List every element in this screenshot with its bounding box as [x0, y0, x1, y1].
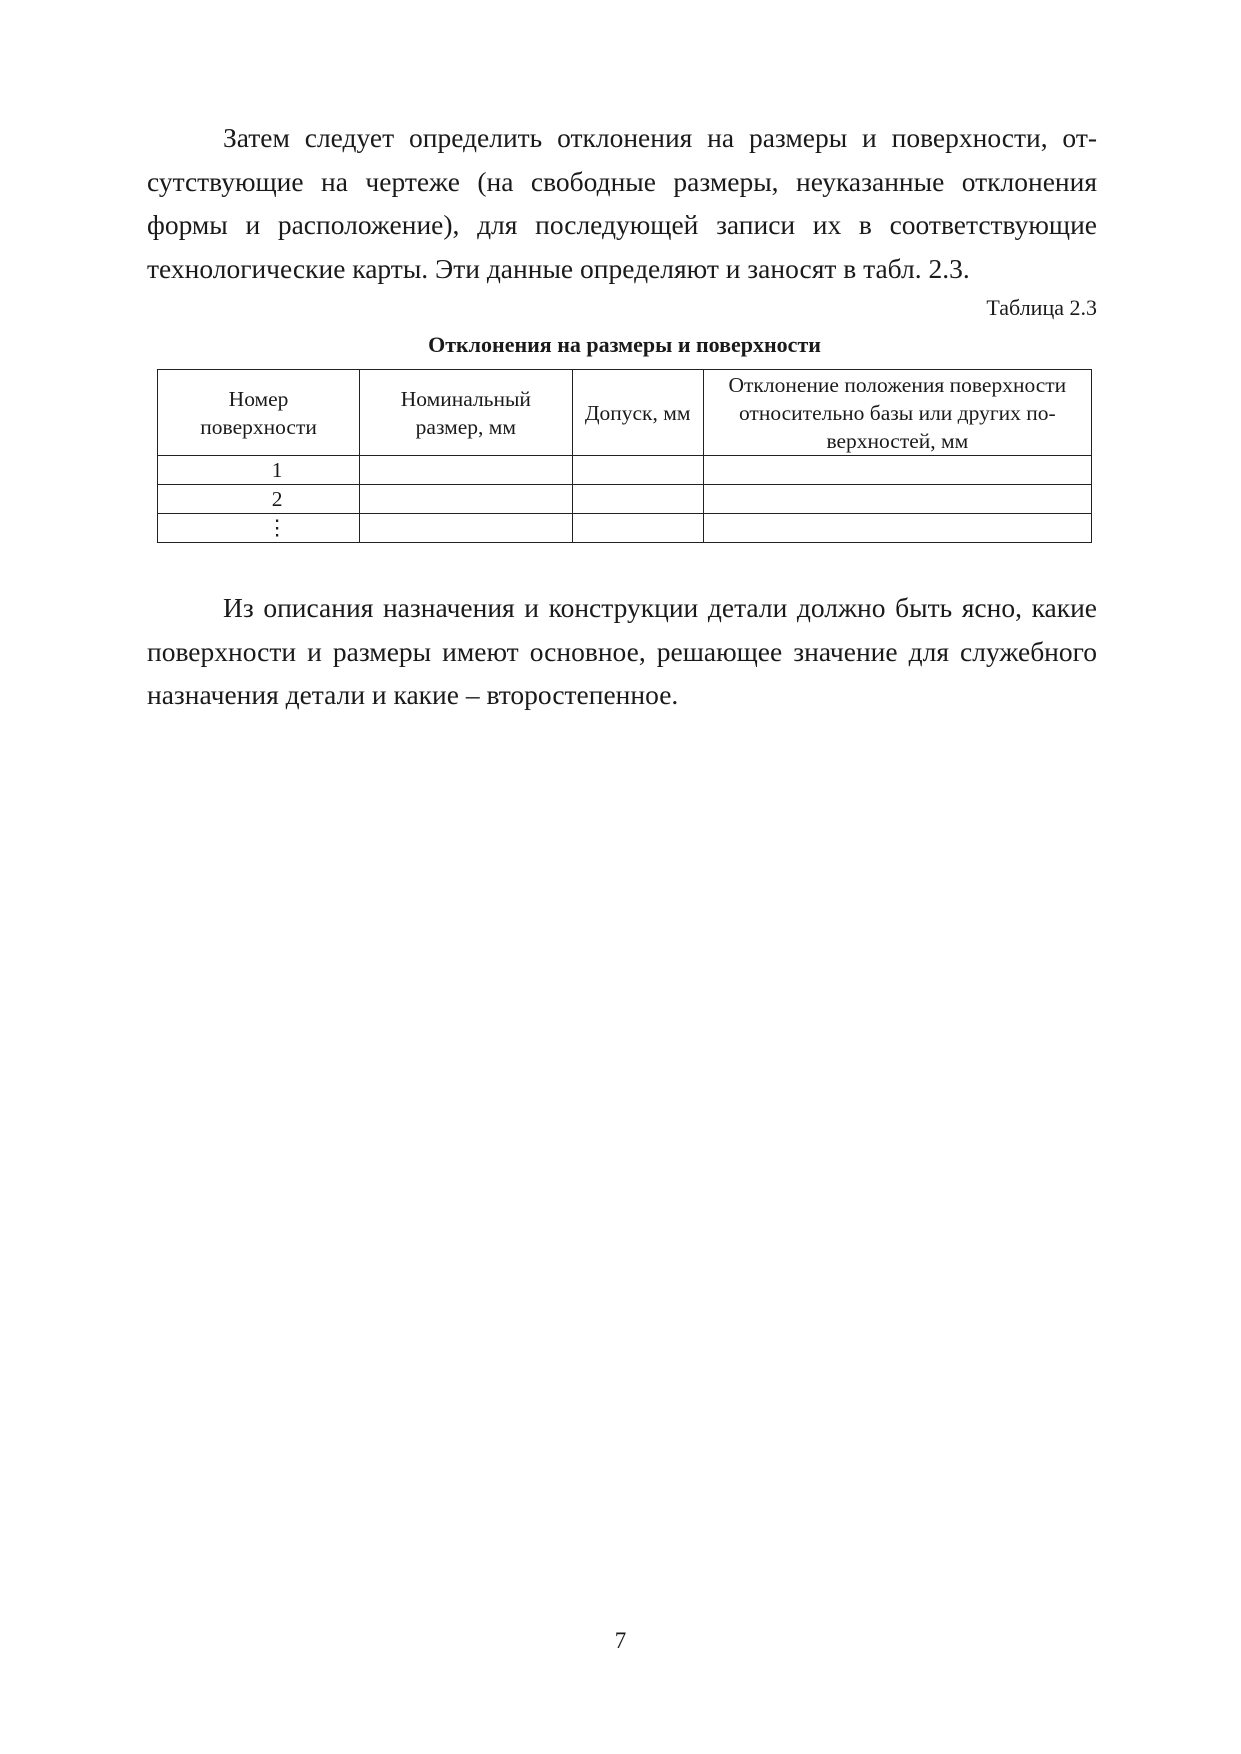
- cell-position-deviation: [703, 456, 1091, 485]
- cell-surface-number: 1: [158, 456, 360, 485]
- cell-tolerance: [572, 514, 703, 543]
- table-row: [158, 514, 1092, 543]
- intro-paragraph: Затем следует определить отклонения на размеры и поверхности, от-сутствующие на чертеже (на свободные размеры, неуказанные отклонения формы и расположение), для последующей записи их в соответствующие технологические карты. Эти данные определяют и заносят в табл. 2.3.: [147, 122, 1097, 284]
- deviations-table: [157, 369, 1092, 543]
- table-header-row: [158, 370, 1092, 456]
- header-position-deviation: Отклонение положения поверхности относительно базы или других по-верхностей, мм: [703, 370, 1091, 456]
- table-title: Отклонения на размеры и поверхности: [428, 332, 821, 357]
- cell-nominal-size: [360, 514, 572, 543]
- header-tolerance: Допуск, мм: [572, 370, 703, 456]
- header-nominal-size: Номинальный размер, мм: [360, 370, 572, 456]
- header-surface-number: Номер поверхности: [158, 370, 360, 456]
- cell-tolerance: [572, 456, 703, 485]
- cell-position-deviation: [703, 485, 1091, 514]
- cell-surface-number: ⋮: [158, 514, 360, 543]
- cell-position-deviation: [703, 514, 1091, 543]
- table-row: [158, 456, 1092, 485]
- table-number-label: Таблица 2.3: [986, 295, 1097, 320]
- cell-tolerance: [572, 485, 703, 514]
- table-row: [158, 485, 1092, 514]
- cell-nominal-size: [360, 456, 572, 485]
- cell-surface-number: 2: [158, 485, 360, 514]
- cell-nominal-size: [360, 485, 572, 514]
- conclusion-paragraph: Из описания назначения и конструкции детали должно быть ясно, какие поверхности и размеры имеют основное, решающее значение для служебного назначения детали и какие – второстепенное.: [147, 592, 1097, 710]
- page-number: 7: [614, 1628, 627, 1653]
